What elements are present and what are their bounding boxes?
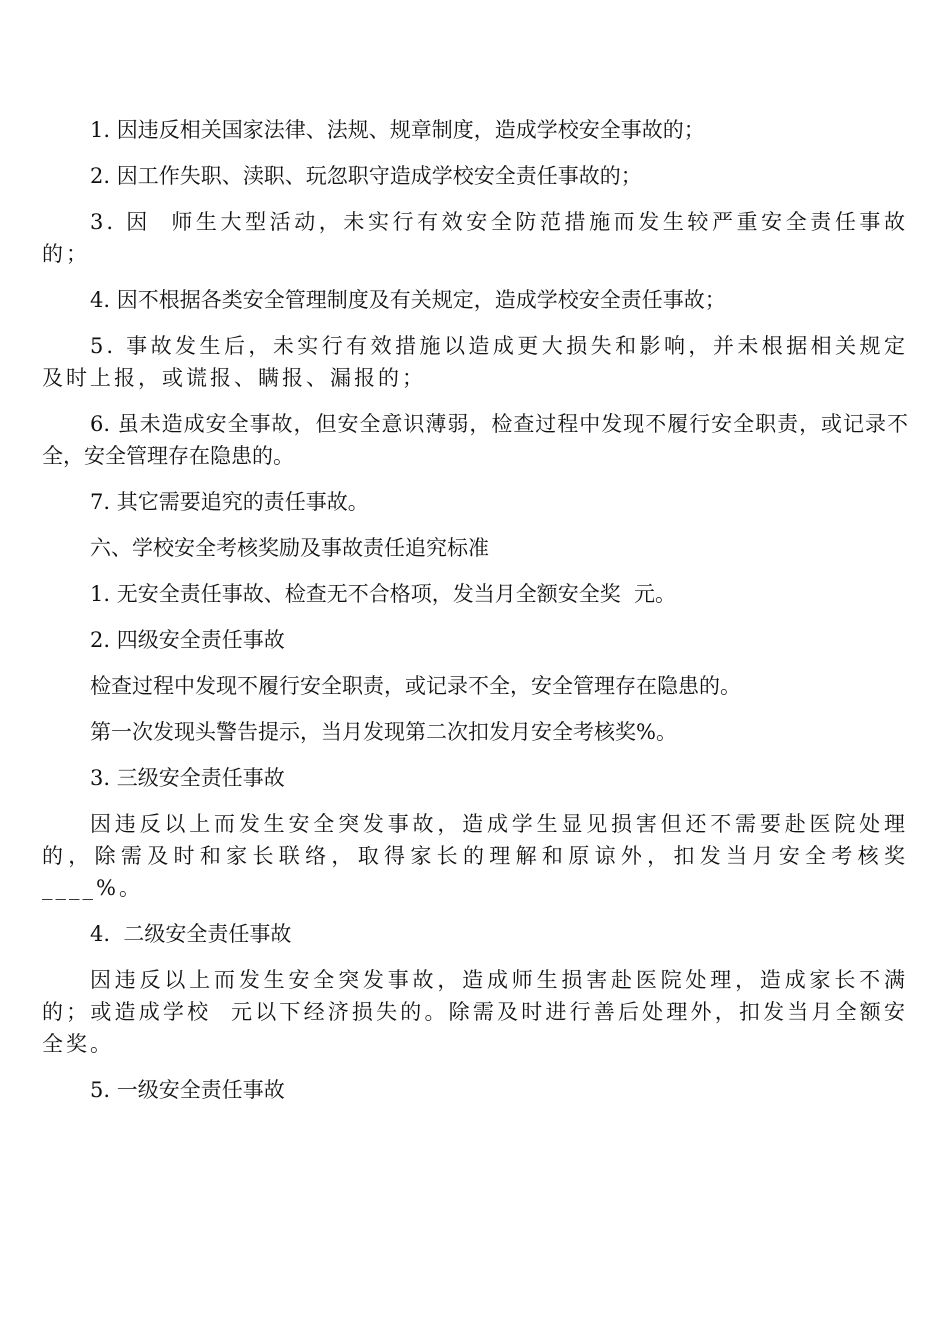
standard-2-penalty: 第一次发现头警告提示，当月发现第二次扣发月安全考核奖%。 [90,720,677,744]
section-heading: 六、学校安全考核奖励及事故责任追究标准 [90,536,489,560]
standard-4-body: 因违反以上而发生安全突发事故，造成师生损害赴医院处理，造成家长不满的；或造成学校 元以下经济损失的。除需及时进行善后处理外，扣发当月全额安全奖。 [42,968,908,1056]
clause-3: 3. 因 师生大型活动，未实行有效安全防范措施而发生较严重安全责任事故的； [42,210,908,266]
clause-7: 7. 其它需要追究的责任事故。 [90,490,369,514]
standard-4-heading: 4. 二级安全责任事故 [90,922,292,946]
clause-6: 6. 虽未造成安全事故，但安全意识薄弱，检查过程中发现不履行安全职责，或记录不全，安全管理存在隐患的。 [42,412,908,468]
standard-1: 1. 无安全责任事故、检查无不合格项，发当月全额安全奖 元。 [90,582,677,606]
standard-3-body: 因违反以上而发生安全突发事故，造成学生显见损害但还不需要赴医院处理的，除需及时和家长联络，取得家长的理解和原谅外，扣发当月安全考核奖____%。 [42,812,908,900]
document-page [42,114,908,1120]
clause-2: 2. 因工作失职、渎职、玩忽职守造成学校安全责任事故的； [90,164,642,188]
clause-5: 5. 事故发生后，未实行有效措施以造成更大损失和影响，并未根据相关规定及时上报，或谎报、瞒报、漏报的； [42,334,908,390]
standard-2-condition: 检查过程中发现不履行安全职责，或记录不全，安全管理存在隐患的。 [90,674,741,698]
standard-3-heading: 3. 三级安全责任事故 [90,766,285,790]
standard-2-heading: 2. 四级安全责任事故 [90,628,285,652]
clause-4: 4. 因不根据各类安全管理制度及有关规定，造成学校安全责任事故； [90,288,726,312]
standard-5-heading: 5. 一级安全责任事故 [90,1078,285,1102]
clause-1: 1. 因违反相关国家法律、法规、规章制度，造成学校安全事故的； [90,118,705,142]
